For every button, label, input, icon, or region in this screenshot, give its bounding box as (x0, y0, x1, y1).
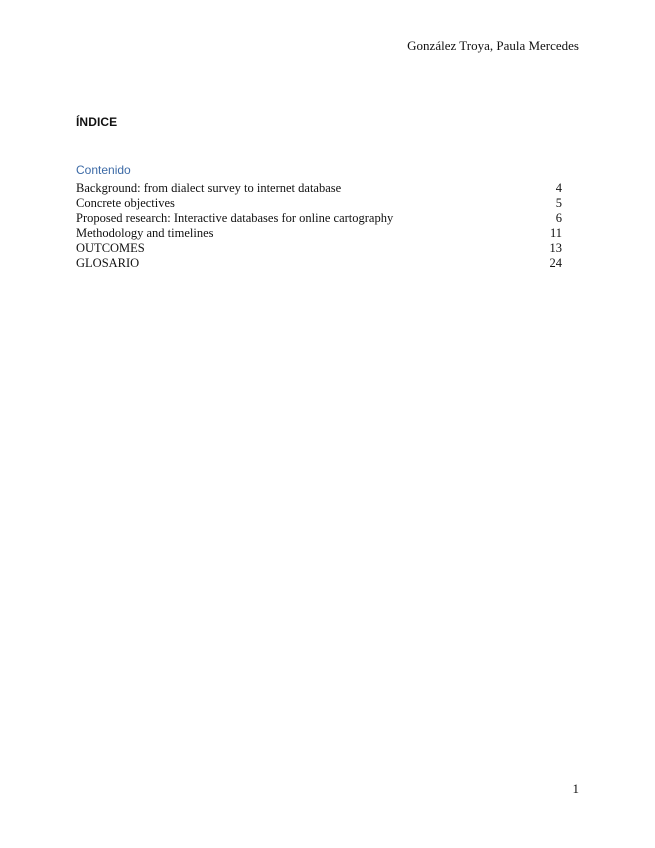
toc-entry[interactable] (76, 256, 562, 271)
toc-entry-page-number[interactable]: 11 (549, 226, 562, 240)
toc-entry-page-number[interactable]: 6 (555, 211, 562, 225)
toc-entry-title[interactable]: GLOSARIO (76, 256, 140, 270)
table-of-contents (76, 181, 562, 271)
toc-entry-title[interactable]: OUTCOMES (76, 241, 145, 255)
toc-entry[interactable] (76, 226, 562, 241)
toc-entry[interactable] (76, 196, 562, 211)
toc-entry[interactable] (76, 211, 562, 226)
toc-entry[interactable] (76, 181, 562, 196)
toc-entry-title[interactable]: Methodology and timelines (76, 226, 214, 240)
toc-entry[interactable] (76, 241, 562, 256)
header-author: González Troya, Paula Mercedes (407, 38, 579, 53)
toc-entry-title[interactable]: Background: from dialect survey to internet database (76, 181, 342, 195)
toc-entry-page-number[interactable]: 13 (549, 241, 562, 255)
toc-entry-page-number[interactable]: 5 (555, 196, 562, 210)
toc-entry-title[interactable]: Proposed research: Interactive databases for online cartography (76, 211, 394, 225)
page-number: 1 (572, 781, 579, 796)
section-title: ÍNDICE (76, 115, 118, 129)
toc-entry-page-number[interactable]: 4 (555, 181, 562, 195)
toc-entry-title[interactable]: Concrete objectives (76, 196, 175, 210)
toc-entry-page-number[interactable]: 24 (549, 256, 562, 270)
toc-heading: Contenido (76, 163, 131, 177)
